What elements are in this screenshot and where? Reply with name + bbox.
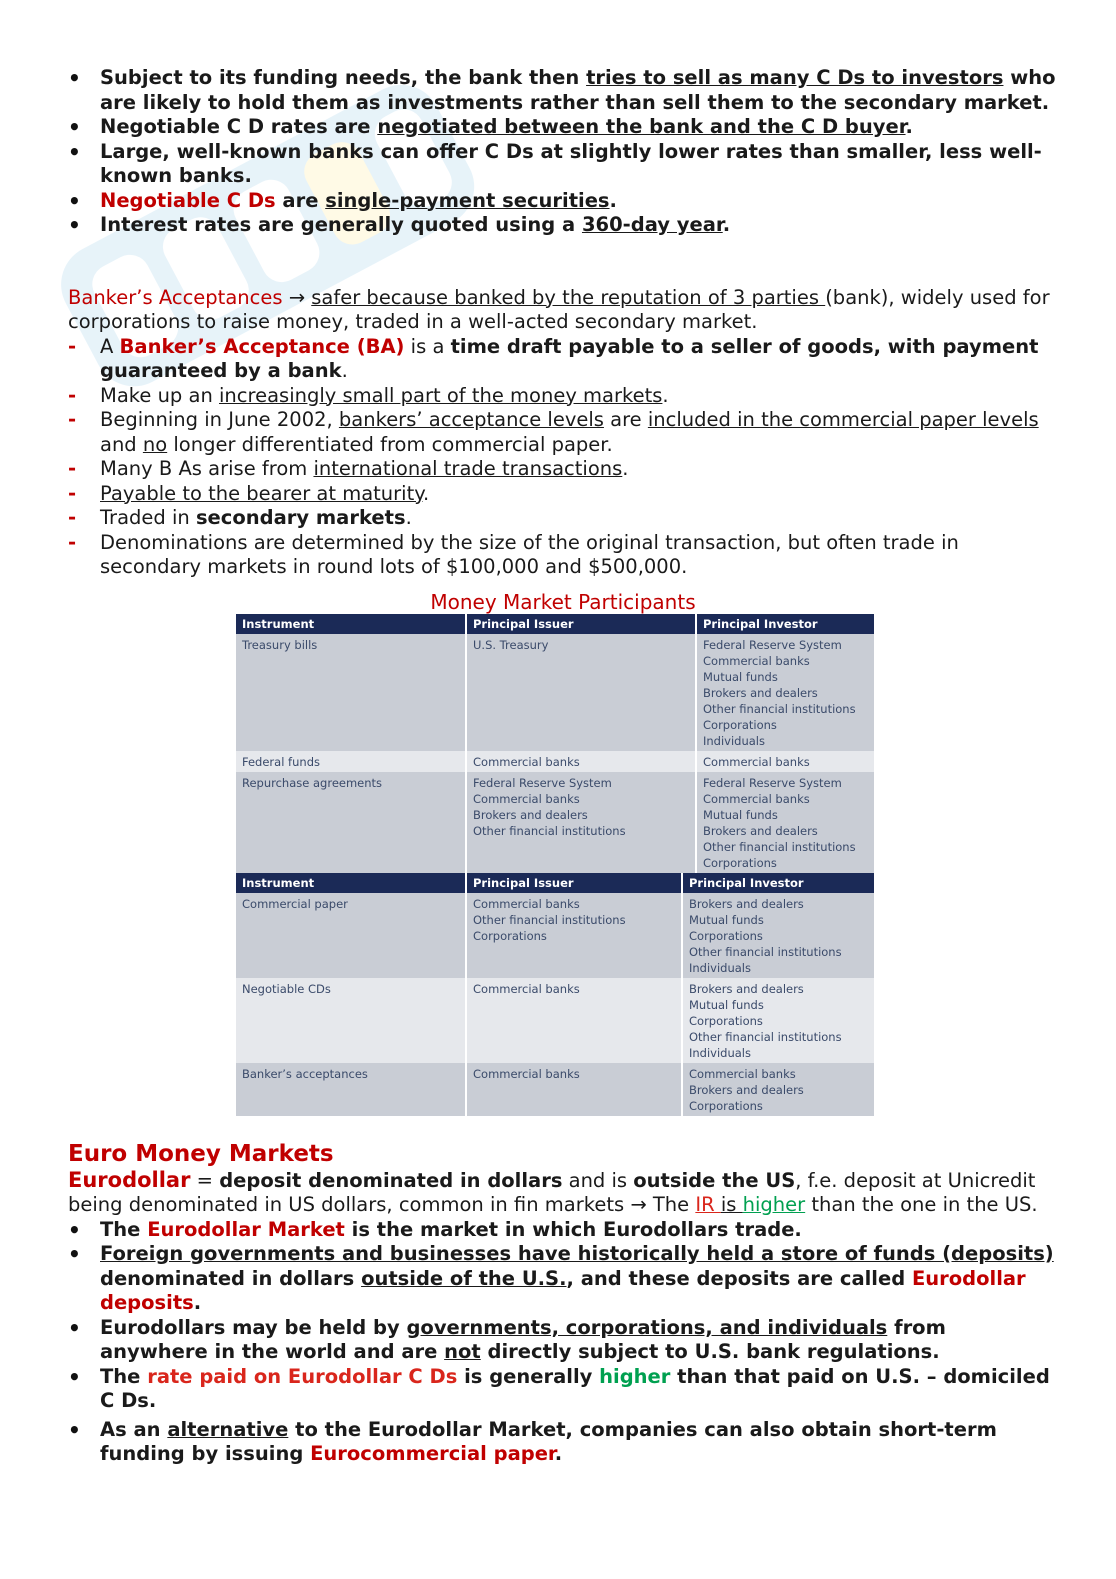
table-row — [236, 893, 874, 978]
cd-bullet-list — [68, 66, 1058, 238]
bankers-acceptances-intro: Banker’s Acceptances → safer because banked by the reputation of 3 parties (bank), widely used for corporations to raise money, traded in a well-acted secondary market. — [68, 285, 1050, 333]
list-item: • Interest rates are generally quoted using a 360-day year. — [68, 213, 1058, 238]
issuer-entry: Commercial banks — [473, 981, 580, 996]
investor-entry: Federal Reserve System — [703, 775, 842, 790]
column-header: Instrument — [236, 614, 466, 634]
table-row — [236, 634, 874, 751]
list-item: • Eurodollars may be held by governments, corporations, and individuals from anywhere in the world and are not directly subject to U.S. bank regulations. — [68, 1316, 1058, 1365]
table-row — [236, 751, 874, 772]
investor-entry: Brokers and dealers — [703, 685, 818, 700]
instrument-cell: Repurchase agreements — [236, 772, 466, 873]
section-heading: Banker’s Acceptances — [68, 285, 283, 309]
issuer-cell — [466, 634, 696, 751]
list-item: • Negotiable C Ds are single-payment securities. — [68, 189, 1058, 214]
investor-entry: Other financial institutions — [689, 1029, 842, 1044]
issuer-entry: Brokers and dealers — [473, 807, 588, 822]
table-header-row — [236, 614, 874, 634]
list-item: • Foreign governments and businesses have historically held a store of funds (deposits) denominated in dollars outside of the U.S., and these deposits are called Eurodollar deposits. — [68, 1242, 1058, 1316]
instrument-cell: Federal funds — [236, 751, 466, 772]
instrument-cell: Commercial paper — [236, 893, 466, 978]
eurodollar-definition: Eurodollar = deposit denominated in dollars and is outside the US, f.e. deposit at Unicredit being denominated in US dollars, common in fin markets → The IR is higher than the one in the US. — [68, 1167, 1038, 1216]
list-item: - A Banker’s Acceptance (BA) is a time draft payable to a seller of goods, with payment guaranteed by a bank. — [68, 335, 1058, 384]
issuer-entry: Commercial banks — [473, 754, 580, 769]
table-title: Money Market Participants — [430, 589, 696, 614]
list-item: - Payable to the bearer at maturity. — [68, 482, 1058, 507]
investor-entry: Mutual funds — [703, 669, 778, 684]
investor-entry: Brokers and dealers — [689, 1082, 804, 1097]
issuer-entry: U.S. Treasury — [473, 637, 549, 652]
investor-entry: Other financial institutions — [703, 839, 856, 854]
list-item: - Make up an increasingly small part of the money markets. — [68, 384, 1058, 409]
column-header: Principal Issuer — [466, 873, 682, 893]
investor-entry: Mutual funds — [703, 807, 778, 822]
table-row — [236, 978, 874, 1063]
investor-entry: Mutual funds — [689, 997, 764, 1012]
investor-entry: Federal Reserve System — [703, 637, 842, 652]
participants-table-2 — [236, 873, 874, 1116]
list-item: - Denominations are determined by the size of the original transaction, but often trade in secondary markets in round lots of $100,000 and $500,000. — [68, 531, 1058, 580]
issuer-entry: Commercial banks — [473, 791, 580, 806]
issuer-entry: Commercial banks — [473, 1066, 580, 1081]
table-header-row — [236, 873, 874, 893]
list-item: - Many B As arise from international trade transactions. — [68, 457, 1058, 482]
list-item: • Large, well-known banks can offer C Ds at slightly lower rates than smaller, less well-known banks. — [68, 140, 1058, 189]
issuer-entry: Commercial banks — [473, 896, 580, 911]
instrument-cell: Negotiable CDs — [236, 978, 466, 1063]
investor-cell — [696, 751, 874, 772]
investor-entry: Commercial banks — [703, 754, 810, 769]
issuer-entry: Other financial institutions — [473, 912, 626, 927]
ba-dash-list — [68, 335, 1058, 580]
instrument-cell: Banker’s acceptances — [236, 1063, 466, 1116]
investor-entry: Brokers and dealers — [689, 896, 804, 911]
list-item: - Traded in secondary markets. — [68, 506, 1058, 531]
instrument-cell: Treasury bills — [236, 634, 466, 751]
list-item: • Subject to its funding needs, the bank then tries to sell as many C Ds to investors who are likely to hold them as investments rather than sell them to the secondary market. — [68, 66, 1058, 115]
money-market-table — [236, 614, 874, 1116]
arrow-icon: → — [630, 1193, 647, 1216]
issuer-entry: Corporations — [473, 928, 547, 943]
investor-entry: Individuals — [689, 960, 751, 975]
investor-entry: Other financial institutions — [703, 701, 856, 716]
list-item: • The Eurodollar Market is the market in which Eurodollars trade. — [68, 1218, 1058, 1243]
column-header: Principal Investor — [682, 873, 874, 893]
list-item: - Beginning in June 2002, bankers’ acceptance levels are included in the commercial paper levels and no longer differentiated from commercial paper. — [68, 408, 1058, 457]
investor-entry: Corporations — [703, 855, 777, 870]
arrow-icon: → — [288, 285, 306, 309]
list-item: • The rate paid on Eurodollar C Ds is generally higher than that paid on U.S. – domiciled C Ds. — [68, 1365, 1058, 1414]
investor-entry: Brokers and dealers — [703, 823, 818, 838]
investor-entry: Corporations — [703, 717, 777, 732]
investor-entry: Commercial banks — [689, 1066, 796, 1081]
euro-money-markets-heading: Euro Money Markets — [68, 1140, 334, 1167]
investor-entry: Brokers and dealers — [689, 981, 804, 996]
investor-entry: Commercial banks — [703, 791, 810, 806]
investor-cell — [682, 893, 874, 978]
investor-entry: Commercial banks — [703, 653, 810, 668]
issuer-cell — [466, 1063, 682, 1116]
column-header: Principal Investor — [696, 614, 874, 634]
participants-table-1 — [236, 614, 874, 873]
investor-cell — [696, 772, 874, 873]
investor-entry: Corporations — [689, 928, 763, 943]
column-header: Principal Issuer — [466, 614, 696, 634]
investor-entry: Corporations — [689, 1013, 763, 1028]
investor-entry: Individuals — [703, 733, 765, 748]
investor-entry: Corporations — [689, 1098, 763, 1113]
issuer-cell — [466, 772, 696, 873]
investor-entry: Mutual funds — [689, 912, 764, 927]
investor-cell — [682, 978, 874, 1063]
list-item: • As an alternative to the Eurodollar Market, companies can also obtain short-term funding by issuing Eurocommercial paper. — [68, 1418, 1058, 1467]
eurodollar-bullet-list — [68, 1218, 1058, 1467]
issuer-entry: Other financial institutions — [473, 823, 626, 838]
column-header: Instrument — [236, 873, 466, 893]
issuer-cell — [466, 751, 696, 772]
table-row — [236, 1063, 874, 1116]
investor-entry: Other financial institutions — [689, 944, 842, 959]
investor-entry: Individuals — [689, 1045, 751, 1060]
table-row — [236, 772, 874, 873]
issuer-cell — [466, 978, 682, 1063]
list-item: • Negotiable C D rates are negotiated between the bank and the C D buyer. — [68, 115, 1058, 140]
investor-cell — [682, 1063, 874, 1116]
issuer-entry: Federal Reserve System — [473, 775, 612, 790]
investor-cell — [696, 634, 874, 751]
issuer-cell — [466, 893, 682, 978]
